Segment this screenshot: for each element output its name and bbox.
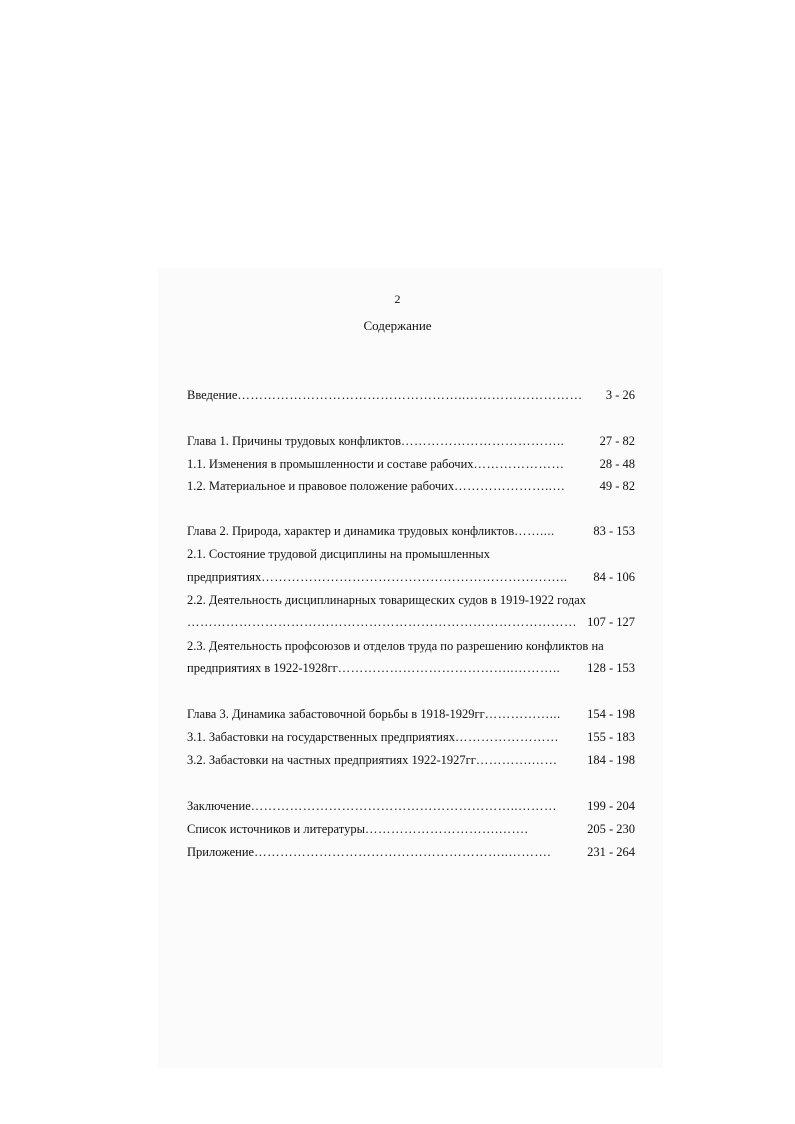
- toc-label: предприятиях: [187, 570, 262, 584]
- toc-label: Введение: [187, 388, 238, 402]
- toc-page-range: 231 - 264: [587, 845, 635, 859]
- toc-label: предприятиях в 1922-1928гг: [187, 661, 338, 675]
- toc-entry-section-2-3: [187, 660, 635, 676]
- toc-page-range: 27 - 82: [599, 434, 635, 448]
- toc-leader: …………………: [473, 457, 565, 471]
- toc-entry-chapter-1: [187, 433, 635, 449]
- toc-entry-conclusion: [187, 798, 635, 814]
- toc-page-range: 107 - 127: [587, 615, 635, 629]
- toc-entry-chapter-2: [187, 523, 635, 539]
- toc-page-range: 3 - 26: [605, 388, 635, 402]
- toc-leader: ……………………………………………..………………………: [237, 388, 583, 402]
- toc-label: 3.2. Забастовки на частных предприятиях 1922-1927гг: [187, 753, 476, 767]
- toc-entry-section-1-1: [187, 456, 635, 472]
- toc-leader: ………………………….…….: [364, 822, 529, 836]
- toc-label: Глава 2. Природа, характер и динамика трудовых конфликтов: [187, 524, 515, 538]
- toc-label: Заключение: [187, 799, 251, 813]
- toc-page-range: 205 - 230: [587, 822, 635, 836]
- toc-page-range: 184 - 198: [587, 753, 635, 767]
- toc-leader: ……....: [514, 524, 555, 538]
- page-number: 2: [394, 292, 401, 306]
- toc-label: Глава 1. Причины трудовых конфликтов: [187, 434, 402, 448]
- toc-leader: …………………..…: [454, 479, 566, 493]
- toc-entry-section-3-1: [187, 729, 635, 745]
- toc-entry-sources: [187, 821, 635, 837]
- toc-page-range: 49 - 82: [599, 479, 635, 493]
- toc-entry-appendix: [187, 844, 635, 860]
- toc-label: 1.1. Изменения в промышленности и составе рабочих: [187, 457, 474, 471]
- toc-leader: ……………………………………………………………..: [261, 570, 568, 584]
- toc-entry-section-1-2: [187, 478, 635, 494]
- toc-leader: ………….……: [475, 753, 558, 767]
- toc-leader: ……………...: [484, 707, 561, 721]
- toc-entry-section-2-2: [187, 614, 635, 630]
- toc-entry-chapter-3: [187, 706, 635, 722]
- toc-leader: ………………………………………………………………………………: [187, 615, 577, 629]
- toc-label: Список источников и литературы: [187, 822, 365, 836]
- toc-leader: ……………………………………………………..………: [250, 799, 557, 813]
- toc-page-range: 155 - 183: [587, 730, 635, 744]
- toc-page-range: 199 - 204: [587, 799, 635, 813]
- toc-leader: …………………………………………………..……….: [254, 845, 551, 859]
- toc-leader: ………………………………..: [401, 434, 565, 448]
- toc-label: 1.2. Материальное и правовое положение рабочих: [187, 479, 455, 493]
- toc-entry-section-2-1: [187, 569, 635, 585]
- toc-page-range: 28 - 48: [599, 457, 635, 471]
- toc-entry-section-3-2: [187, 752, 635, 768]
- toc-entry-section-2-3-line1: 2.3. Деятельность профсоюзов и отделов труда по разрешению конфликтов на: [187, 639, 604, 653]
- toc-leader: ……………………: [454, 730, 559, 744]
- toc-entry-section-2-1-line1: 2.1. Состояние трудовой дисциплины на промышленных: [187, 547, 490, 561]
- toc-leader: …………………………………..………..: [337, 661, 561, 675]
- toc-page-range: 84 - 106: [593, 570, 635, 584]
- toc-entry-section-2-2-line1: 2.2. Деятельность дисциплинарных товарищеских судов в 1919-1922 годах: [187, 593, 587, 607]
- toc-entry-intro: [187, 387, 635, 403]
- page-title: Содержание: [363, 318, 432, 333]
- toc-page-range: 83 - 153: [593, 524, 635, 538]
- toc-page-range: 154 - 198: [587, 707, 635, 721]
- toc-label: 3.1. Забастовки на государственных предприятиях: [187, 730, 455, 744]
- toc-label: Глава 3. Динамика забастовочной борьбы в 1918-1929гг: [187, 707, 485, 721]
- toc-label: Приложение: [187, 845, 255, 859]
- toc-page-range: 128 - 153: [587, 661, 635, 675]
